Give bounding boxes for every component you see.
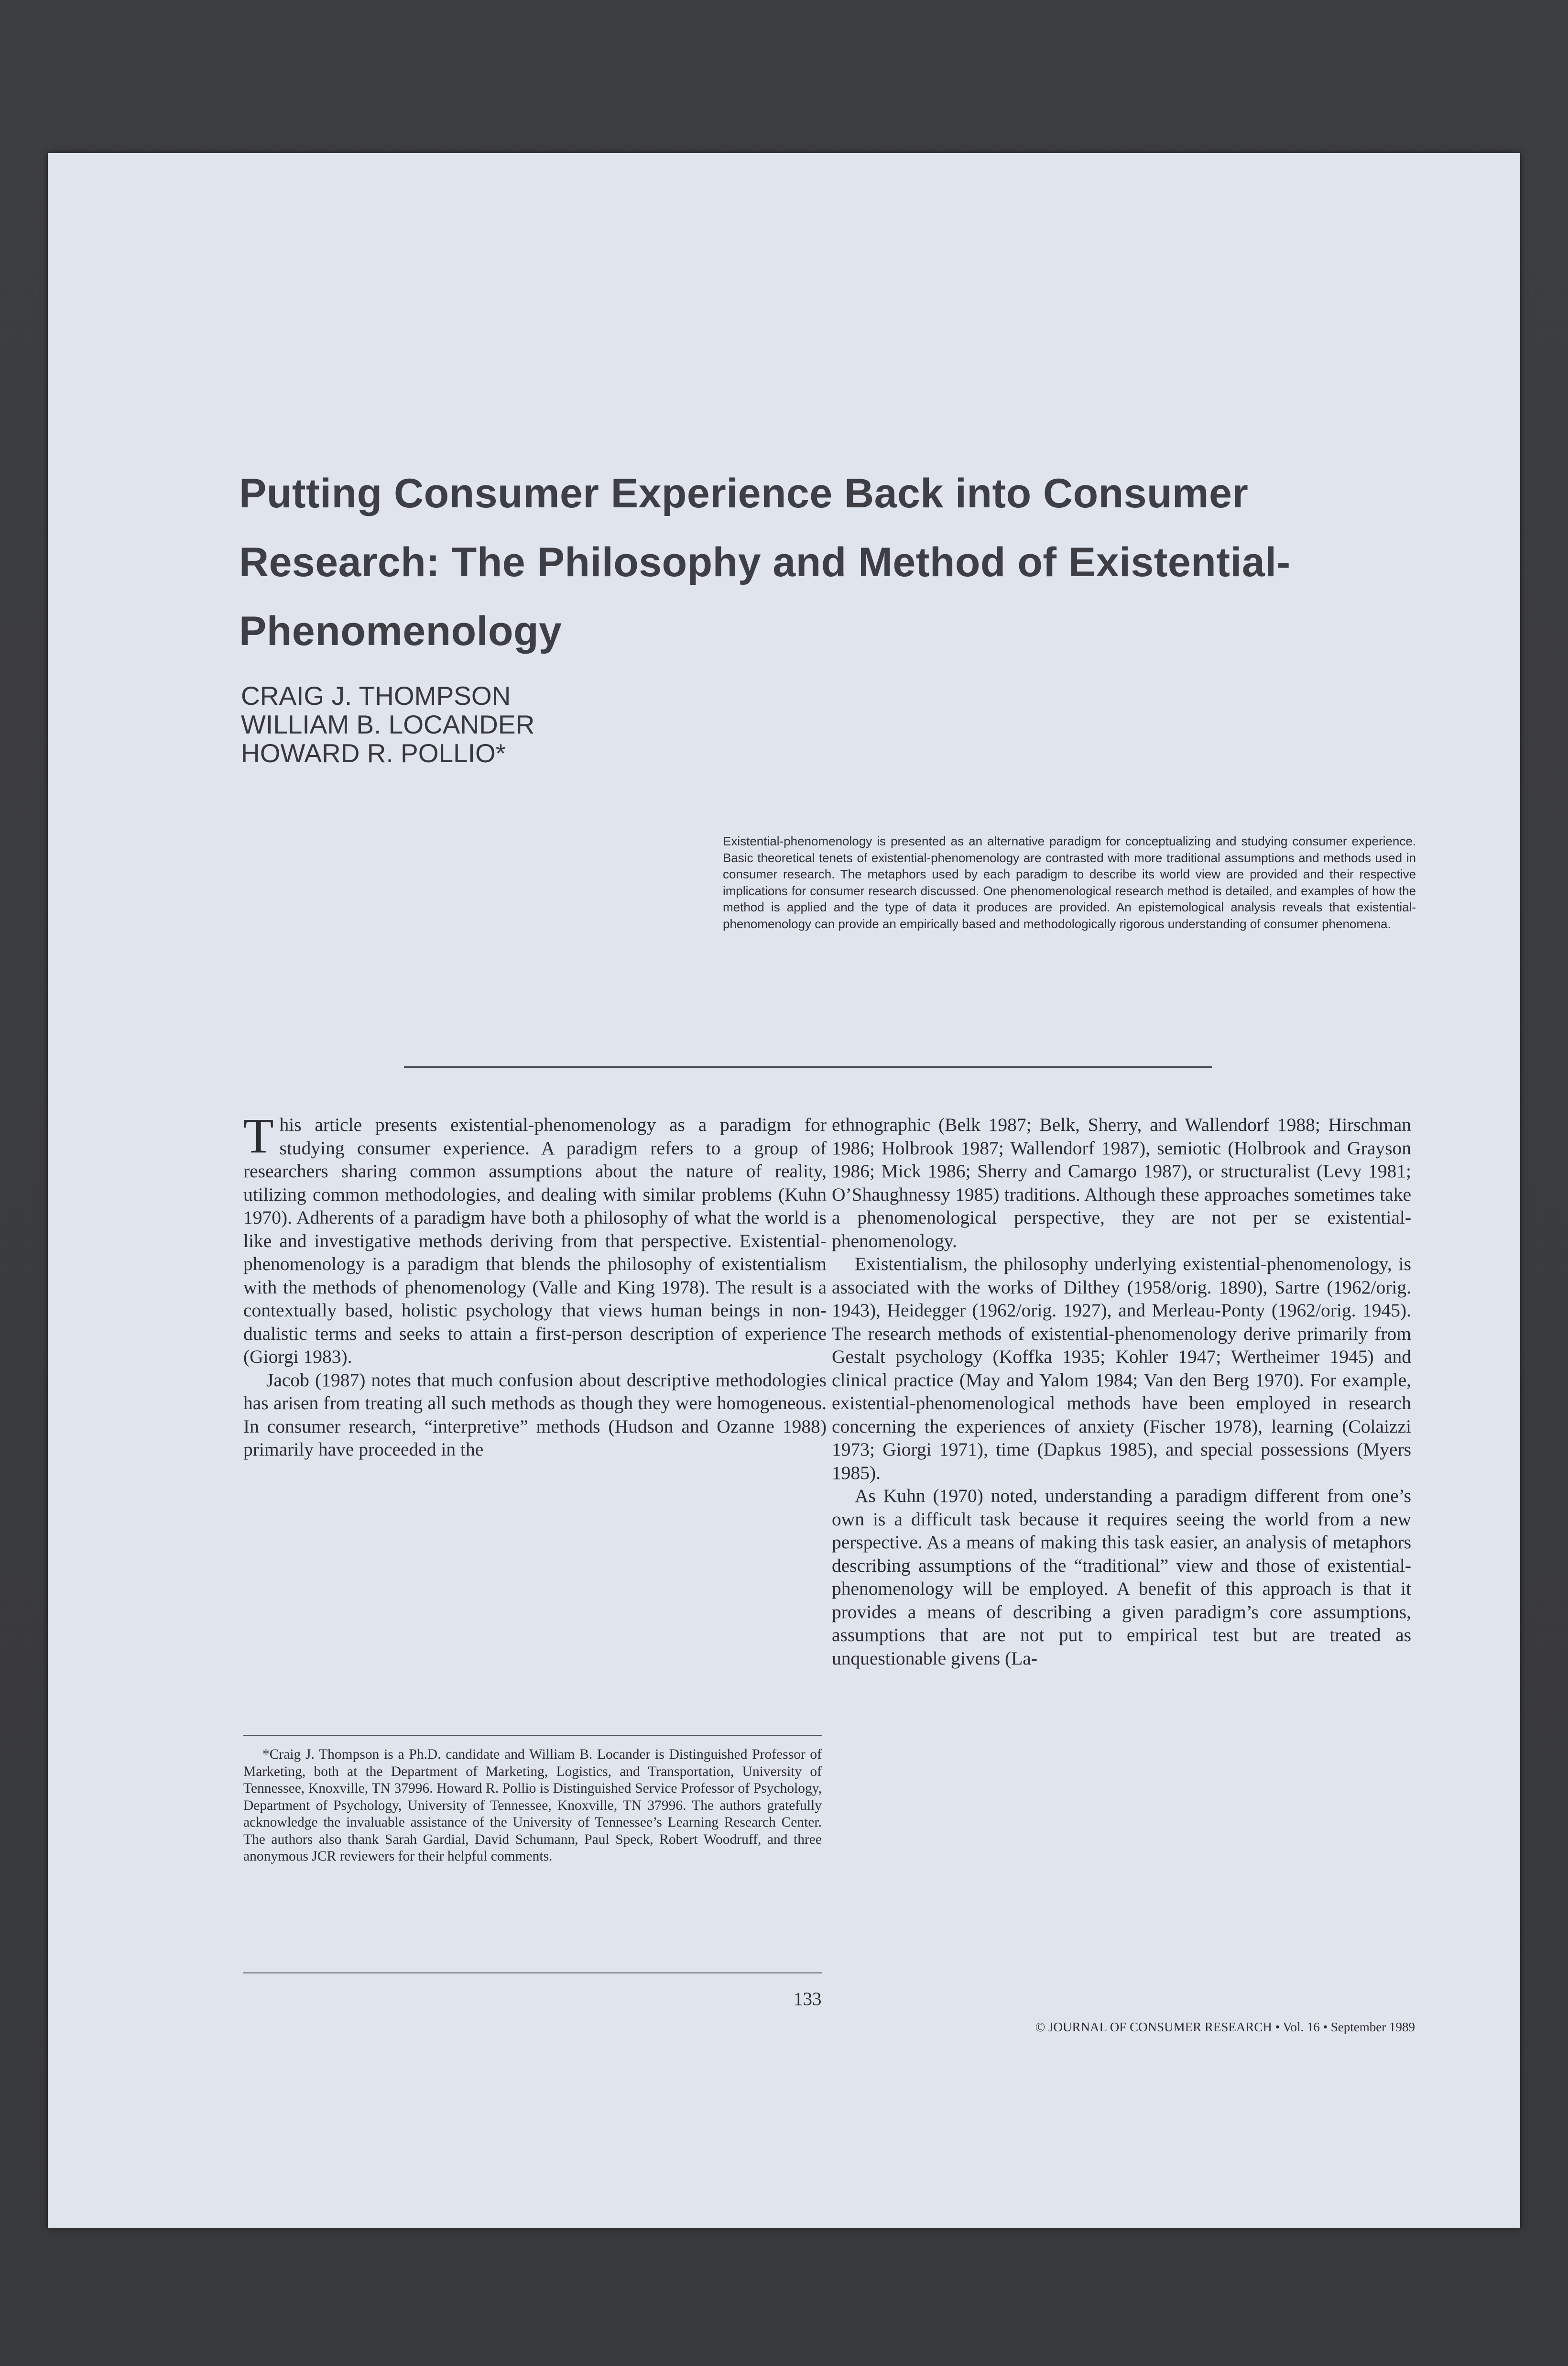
paper-page (48, 153, 1520, 2228)
article-title: Putting Consumer Experience Back into Consumer Research: The Philosophy and Method of Existential-Phenomenology (239, 471, 1291, 654)
body-column-left (243, 1108, 827, 1461)
paragraph: Jacob (1987) notes that much confusion about descriptive methodologies has arisen from treating all such methods as though they were homogeneous. In consumer research, “interpretive” methods (Hudson and Ozanne 1988) primarily have proceeded in the (243, 1369, 827, 1460)
author-footnote: *Craig J. Thompson is a Ph.D. candidate and William B. Locander is Distinguished Professor of Marketing, both at the Department of Marketing, Logistics, and Transportation, University of Tennessee, Knoxville, TN 37996. Howard R. Pollio is Distinguished Service Professor of Psychology, Department of Psychology, University of Tennessee, Knoxville, TN 37996. The authors gratefully acknowledge the invaluable assistance of the University of Tennessee’s Learning Research Center. The authors also thank Sarah Gardial, David Schumann, Paul Speck, Robert Woodruff, and three anonymous JCR reviewers for their helpful comments. (243, 1747, 822, 1864)
paragraph: ethnographic (Belk 1987; Belk, Sherry, and Wallendorf 1988; Hirschman 1986; Holbrook 1987; Wallendorf 1987), semiotic (Holbrook and Grayson 1986; Mick 1986; Sherry and Camargo 1987), or structuralist (Levy 1981; O’Shaughnessy 1985) traditions. Although these approaches sometimes take a phenomenological perspective, they are not per se existential-phenomenology. (832, 1114, 1411, 1251)
body-column-right (832, 1113, 1411, 1670)
paragraph (243, 1108, 827, 1369)
author-2: WILLIAM B. LOCANDER (241, 710, 535, 739)
paragraph: As Kuhn (1970) noted, understanding a paradigm different from one’s own is a difficult task because it requires seeing the world from a new perspective. As a means of making this task easier, an analysis of metaphors describing assumptions of the “traditional” view and those of existential-phenomenology will be employed. A benefit of this approach is that it provides a means of describing a given paradigm’s core assumptions, assumptions that are not put to empirical test but are treated as unquestionable givens (La- (832, 1485, 1411, 1669)
paragraph-text: his article presents existential-phenomenology as a paradigm for studying consumer experience. A paradigm refers to a group of researchers sharing common assumptions about the nature of reality, utilizing common methodologies, and dealing with similar problems (Kuhn 1970). Adherents of a paradigm have both a philosophy of what the world is like and investigative methods deriving from that perspective. Existential-phenomenology is a paradigm that blends the philosophy of existentialism with the methods of phenomenology (Valle and King 1978). The result is a contextually based, holistic psychology that views human beings in non-dualistic terms and seeks to attain a first-person description of experience (Giorgi 1983). (243, 1114, 827, 1367)
footnote-rule-top (243, 1735, 822, 1736)
drop-cap: T (243, 1108, 274, 1163)
page-number: 133 (794, 1989, 822, 2009)
section-divider (404, 1066, 1212, 1068)
footnote-rule-bottom (243, 1972, 822, 1973)
abstract: Existential-phenomenology is presented as an alternative paradigm for conceptualizing and studying consumer experience. Basic theoretical tenets of existential-phenomenology are contrasted with more traditional assumptions and methods used in consumer research. The metaphors used by each paradigm to describe its world view are provided and their respective implications for consumer research discussed. One phenomenological research method is detailed, and examples of how the method is applied and the type of data it produces are provided. An epistemological analysis reveals that existential-phenomenology can provide an empirically based and methodologically rigorous understanding of consumer phenomena. (723, 834, 1416, 931)
author-1: CRAIG J. THOMPSON (241, 681, 511, 711)
author-3: HOWARD R. POLLIO* (241, 738, 506, 768)
author-list (241, 681, 534, 767)
journal-citation: © JOURNAL OF CONSUMER RESEARCH • Vol. 16 • September 1989 (1035, 2020, 1415, 2034)
paragraph: Existentialism, the philosophy underlying existential-phenomenology, is associated with the works of Dilthey (1958/orig. 1890), Sartre (1962/orig. 1943), Heidegger (1962/orig. 1927), and Merleau-Ponty (1962/orig. 1945). The research methods of existential-phenomenology derive primarily from Gestalt psychology (Koffka 1935; Kohler 1947; Wertheimer 1945) and clinical practice (May and Yalom 1984; Van den Berg 1970). For example, existential-phenomenological methods have been employed in research concerning the experiences of anxiety (Fischer 1978), learning (Colaizzi 1973; Giorgi 1971), time (Dapkus 1985), and special possessions (Myers 1985). (832, 1253, 1411, 1483)
